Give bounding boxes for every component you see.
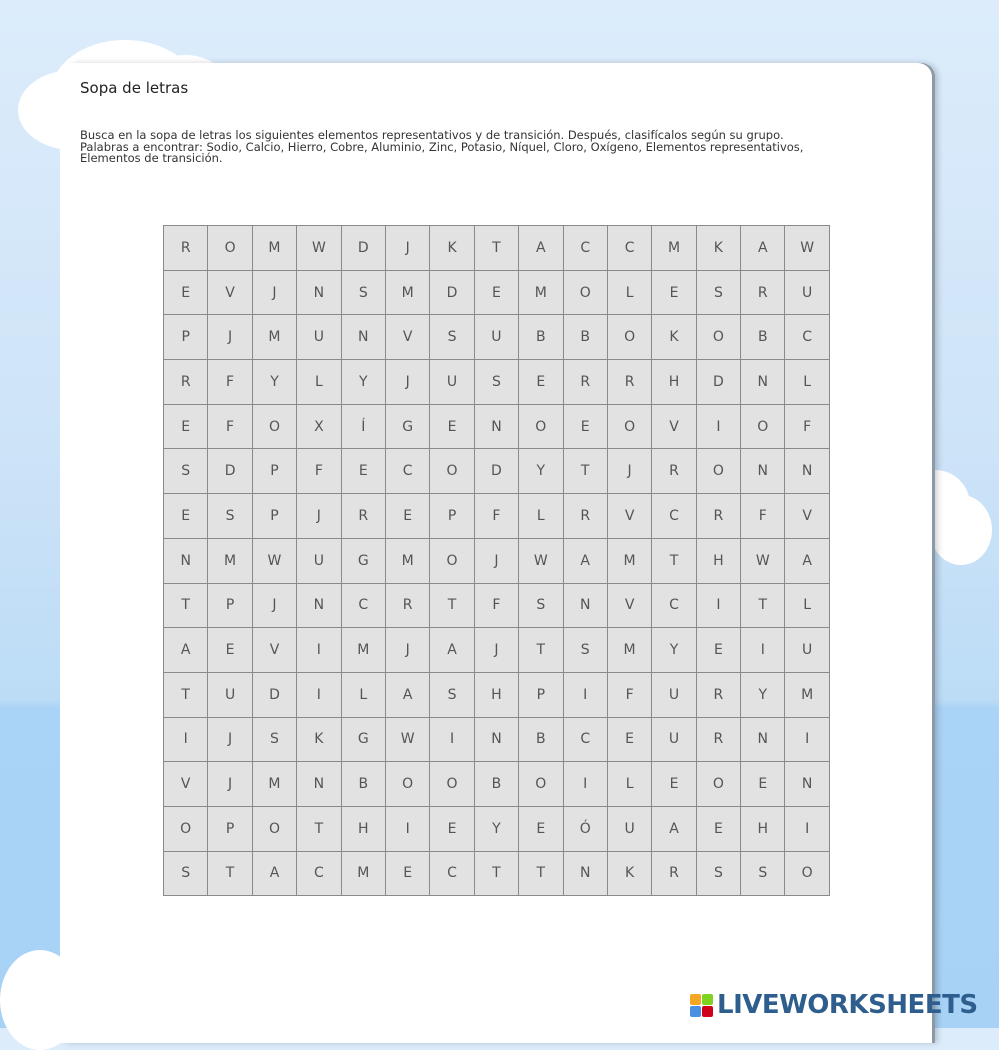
grid-cell[interactable]: A <box>741 226 785 271</box>
grid-cell[interactable]: E <box>386 494 430 539</box>
word-search-grid[interactable] <box>163 225 830 896</box>
grid-cell[interactable]: L <box>519 494 563 539</box>
grid-cell[interactable]: S <box>430 673 474 718</box>
grid-cell[interactable]: T <box>208 852 252 897</box>
grid-cell[interactable]: N <box>741 360 785 405</box>
grid-cell[interactable]: T <box>652 539 696 584</box>
grid-cell[interactable]: D <box>342 226 386 271</box>
logo-square <box>702 1006 713 1017</box>
grid-cell[interactable]: U <box>297 315 341 360</box>
grid-cell[interactable]: K <box>697 226 741 271</box>
grid-cell[interactable]: U <box>608 807 652 852</box>
grid-cell[interactable]: L <box>785 360 829 405</box>
grid-cell[interactable]: W <box>253 539 297 584</box>
grid-cell[interactable]: J <box>253 584 297 629</box>
grid-cell[interactable]: E <box>475 271 519 316</box>
grid-cell[interactable]: X <box>297 405 341 450</box>
grid-cell[interactable]: C <box>652 494 696 539</box>
grid-cell[interactable]: E <box>430 405 474 450</box>
grid-cell[interactable]: G <box>342 539 386 584</box>
grid-cell[interactable]: I <box>564 673 608 718</box>
grid-cell[interactable]: O <box>519 762 563 807</box>
grid-cell[interactable]: N <box>785 762 829 807</box>
grid-cell[interactable]: R <box>652 449 696 494</box>
grid-cell[interactable]: V <box>608 494 652 539</box>
grid-cell[interactable]: R <box>386 584 430 629</box>
grid-cell[interactable]: C <box>386 449 430 494</box>
grid-cell[interactable]: J <box>475 628 519 673</box>
worksheet-card <box>60 63 932 1043</box>
grid-cell[interactable]: W <box>519 539 563 584</box>
grid-cell[interactable]: D <box>475 449 519 494</box>
grid-cell[interactable]: A <box>652 807 696 852</box>
grid-cell[interactable]: J <box>208 315 252 360</box>
grid-cell[interactable]: V <box>386 315 430 360</box>
grid-cell[interactable]: G <box>342 718 386 763</box>
grid-cell[interactable]: D <box>208 449 252 494</box>
grid-cell[interactable]: O <box>430 449 474 494</box>
grid-cell[interactable]: V <box>164 762 208 807</box>
grid-cell[interactable]: K <box>652 315 696 360</box>
grid-cell[interactable]: R <box>564 360 608 405</box>
grid-cell[interactable]: R <box>342 494 386 539</box>
grid-cell[interactable]: U <box>652 718 696 763</box>
grid-cell[interactable]: P <box>208 584 252 629</box>
grid-cell[interactable]: H <box>342 807 386 852</box>
grid-cell[interactable]: S <box>519 584 563 629</box>
grid-cell[interactable]: O <box>430 539 474 584</box>
grid-cell[interactable]: S <box>208 494 252 539</box>
grid-cell[interactable]: E <box>164 494 208 539</box>
grid-cell[interactable]: D <box>430 271 474 316</box>
grid-cell[interactable]: Í <box>342 405 386 450</box>
logo-square <box>702 994 713 1005</box>
grid-cell[interactable]: R <box>697 673 741 718</box>
grid-cell[interactable]: T <box>519 628 563 673</box>
grid-cell[interactable]: J <box>475 539 519 584</box>
grid-cell[interactable]: Y <box>519 449 563 494</box>
grid-cell[interactable]: B <box>519 718 563 763</box>
grid-cell[interactable]: E <box>608 718 652 763</box>
grid-cell[interactable]: K <box>297 718 341 763</box>
grid-cell[interactable]: E <box>164 271 208 316</box>
grid-cell[interactable]: T <box>475 226 519 271</box>
grid-cell[interactable]: R <box>564 494 608 539</box>
grid-cell[interactable]: O <box>253 807 297 852</box>
grid-cell[interactable]: O <box>519 405 563 450</box>
grid-cell[interactable]: T <box>430 584 474 629</box>
grid-cell[interactable]: S <box>475 360 519 405</box>
grid-cell[interactable]: V <box>208 271 252 316</box>
grid-cell[interactable]: I <box>785 718 829 763</box>
worksheet-instructions <box>80 130 880 165</box>
grid-cell[interactable]: C <box>564 226 608 271</box>
grid-cell[interactable]: I <box>697 405 741 450</box>
grid-cell[interactable]: E <box>430 807 474 852</box>
grid-cell[interactable]: P <box>208 807 252 852</box>
grid-cell[interactable]: M <box>208 539 252 584</box>
grid-cell[interactable]: G <box>386 405 430 450</box>
grid-cell[interactable]: K <box>608 852 652 897</box>
grid-cell[interactable]: S <box>164 449 208 494</box>
grid-cell[interactable]: E <box>697 628 741 673</box>
grid-cell[interactable]: Y <box>342 360 386 405</box>
grid-cell[interactable]: N <box>164 539 208 584</box>
grid-cell[interactable]: E <box>697 807 741 852</box>
grid-cell[interactable]: A <box>564 539 608 584</box>
grid-cell[interactable]: D <box>253 673 297 718</box>
grid-cell[interactable]: S <box>430 315 474 360</box>
grid-cell[interactable]: U <box>652 673 696 718</box>
grid-cell[interactable]: O <box>564 271 608 316</box>
grid-cell[interactable]: J <box>208 718 252 763</box>
instruction-line: Palabras a encontrar: Sodio, Calcio, Hierro, Cobre, Aluminio, Zinc, Potasio, Níquel, Cloro, Oxígeno, Elementos representativos, <box>80 139 804 154</box>
grid-cell[interactable]: S <box>697 852 741 897</box>
grid-cell[interactable]: T <box>475 852 519 897</box>
grid-cell[interactable]: A <box>430 628 474 673</box>
grid-cell[interactable]: R <box>741 271 785 316</box>
grid-cell[interactable]: I <box>430 718 474 763</box>
grid-cell[interactable]: C <box>564 718 608 763</box>
grid-cell[interactable]: H <box>697 539 741 584</box>
grid-cell[interactable]: N <box>475 718 519 763</box>
liveworksheets-logo-icon <box>690 994 713 1017</box>
grid-cell[interactable]: E <box>652 271 696 316</box>
grid-cell[interactable]: O <box>430 762 474 807</box>
grid-cell[interactable]: T <box>164 673 208 718</box>
grid-cell[interactable]: A <box>519 226 563 271</box>
grid-cell[interactable]: N <box>475 405 519 450</box>
grid-cell[interactable]: O <box>253 405 297 450</box>
liveworksheets-brand[interactable] <box>690 990 978 1020</box>
grid-cell[interactable]: N <box>297 584 341 629</box>
grid-cell[interactable]: U <box>297 539 341 584</box>
grid-cell[interactable]: A <box>164 628 208 673</box>
grid-cell[interactable]: E <box>519 360 563 405</box>
grid-cell[interactable]: Y <box>652 628 696 673</box>
grid-cell[interactable]: I <box>741 628 785 673</box>
grid-cell[interactable]: M <box>253 226 297 271</box>
grid-cell[interactable]: B <box>519 315 563 360</box>
grid-cell[interactable]: I <box>564 762 608 807</box>
grid-cell[interactable]: E <box>342 449 386 494</box>
grid-cell[interactable]: Y <box>741 673 785 718</box>
grid-cell[interactable]: W <box>785 226 829 271</box>
grid-cell[interactable]: C <box>297 852 341 897</box>
grid-cell[interactable]: F <box>475 584 519 629</box>
grid-cell[interactable]: L <box>608 762 652 807</box>
grid-cell[interactable]: R <box>164 360 208 405</box>
grid-cell[interactable]: J <box>208 762 252 807</box>
grid-cell[interactable]: U <box>475 315 519 360</box>
grid-cell[interactable]: F <box>475 494 519 539</box>
grid-cell[interactable]: N <box>741 718 785 763</box>
grid-cell[interactable]: T <box>297 807 341 852</box>
grid-cell[interactable]: H <box>741 807 785 852</box>
grid-cell[interactable]: P <box>253 494 297 539</box>
grid-cell[interactable]: O <box>697 762 741 807</box>
grid-cell[interactable]: Y <box>253 360 297 405</box>
grid-cell[interactable]: P <box>430 494 474 539</box>
grid-cell[interactable]: F <box>741 494 785 539</box>
grid-cell[interactable]: V <box>785 494 829 539</box>
grid-cell[interactable]: M <box>608 628 652 673</box>
grid-cell[interactable]: S <box>253 718 297 763</box>
grid-cell[interactable]: H <box>652 360 696 405</box>
grid-cell[interactable]: R <box>697 494 741 539</box>
grid-cell[interactable]: C <box>342 584 386 629</box>
grid-cell[interactable]: N <box>297 762 341 807</box>
grid-cell[interactable]: Y <box>475 807 519 852</box>
grid-cell[interactable]: K <box>430 226 474 271</box>
grid-cell[interactable]: I <box>697 584 741 629</box>
grid-cell[interactable]: T <box>519 852 563 897</box>
grid-cell[interactable]: F <box>785 405 829 450</box>
grid-cell[interactable]: V <box>652 405 696 450</box>
instruction-line: Elementos de transición. <box>80 151 223 165</box>
grid-cell[interactable]: L <box>608 271 652 316</box>
grid-cell[interactable]: A <box>386 673 430 718</box>
grid-cell[interactable]: R <box>652 852 696 897</box>
grid-cell[interactable]: N <box>785 449 829 494</box>
grid-cell[interactable]: J <box>297 494 341 539</box>
grid-cell[interactable]: N <box>741 449 785 494</box>
grid-cell[interactable]: R <box>697 718 741 763</box>
grid-cell[interactable]: C <box>608 226 652 271</box>
grid-cell[interactable]: U <box>785 628 829 673</box>
grid-cell[interactable]: M <box>386 271 430 316</box>
grid-cell[interactable]: T <box>741 584 785 629</box>
grid-cell[interactable]: M <box>342 628 386 673</box>
grid-cell[interactable]: O <box>697 449 741 494</box>
grid-cell[interactable]: H <box>475 673 519 718</box>
grid-cell[interactable]: P <box>164 315 208 360</box>
grid-cell[interactable]: V <box>608 584 652 629</box>
grid-cell[interactable]: F <box>208 405 252 450</box>
grid-cell[interactable]: S <box>741 852 785 897</box>
grid-cell[interactable]: M <box>342 852 386 897</box>
grid-cell[interactable]: A <box>253 852 297 897</box>
grid-cell[interactable]: O <box>608 405 652 450</box>
grid-cell[interactable]: N <box>564 584 608 629</box>
grid-cell[interactable]: Ó <box>564 807 608 852</box>
grid-cell[interactable]: S <box>564 628 608 673</box>
grid-cell[interactable]: M <box>386 539 430 584</box>
grid-cell[interactable]: E <box>386 852 430 897</box>
grid-cell[interactable]: M <box>253 315 297 360</box>
brand-name: LIVEWORKSHEETS <box>717 990 978 1020</box>
grid-cell[interactable]: J <box>386 226 430 271</box>
grid-cell[interactable]: O <box>164 807 208 852</box>
grid-cell[interactable]: I <box>785 807 829 852</box>
grid-cell[interactable]: I <box>386 807 430 852</box>
grid-cell[interactable]: O <box>785 852 829 897</box>
grid-cell[interactable]: V <box>253 628 297 673</box>
grid-cell[interactable]: F <box>297 449 341 494</box>
grid-cell[interactable]: O <box>208 226 252 271</box>
logo-square <box>690 994 701 1005</box>
grid-cell[interactable]: J <box>386 360 430 405</box>
grid-cell[interactable]: U <box>785 271 829 316</box>
grid-cell[interactable]: O <box>608 315 652 360</box>
grid-cell[interactable]: O <box>386 762 430 807</box>
grid-cell[interactable]: I <box>297 628 341 673</box>
grid-cell[interactable]: R <box>608 360 652 405</box>
grid-cell[interactable]: N <box>297 271 341 316</box>
grid-cell[interactable]: S <box>697 271 741 316</box>
grid-cell[interactable]: B <box>564 315 608 360</box>
cloud-decoration <box>930 495 992 565</box>
grid-cell[interactable]: E <box>208 628 252 673</box>
grid-cell[interactable]: F <box>608 673 652 718</box>
grid-cell[interactable]: J <box>386 628 430 673</box>
grid-cell[interactable]: M <box>652 226 696 271</box>
grid-cell[interactable]: C <box>785 315 829 360</box>
grid-cell[interactable]: M <box>253 762 297 807</box>
grid-cell[interactable]: E <box>519 807 563 852</box>
grid-cell[interactable]: S <box>164 852 208 897</box>
grid-cell[interactable]: B <box>475 762 519 807</box>
grid-cell[interactable]: J <box>608 449 652 494</box>
instruction-line: Busca en la sopa de letras los siguientes elementos representativos y de transición. Después, clasifícalos según su grupo. <box>80 128 784 142</box>
grid-cell[interactable]: W <box>297 226 341 271</box>
grid-cell[interactable]: M <box>519 271 563 316</box>
grid-cell[interactable]: B <box>342 762 386 807</box>
grid-cell[interactable]: S <box>342 271 386 316</box>
grid-cell[interactable]: R <box>164 226 208 271</box>
grid-cell[interactable]: C <box>652 584 696 629</box>
grid-cell[interactable]: I <box>164 718 208 763</box>
grid-cell[interactable]: U <box>430 360 474 405</box>
grid-cell[interactable]: M <box>785 673 829 718</box>
grid-cell[interactable]: D <box>697 360 741 405</box>
grid-cell[interactable]: L <box>785 584 829 629</box>
grid-cell[interactable]: E <box>164 405 208 450</box>
grid-cell[interactable]: L <box>342 673 386 718</box>
grid-cell[interactable]: I <box>297 673 341 718</box>
grid-cell[interactable]: N <box>342 315 386 360</box>
grid-cell[interactable]: E <box>652 762 696 807</box>
grid-cell[interactable]: P <box>253 449 297 494</box>
grid-cell[interactable]: M <box>608 539 652 584</box>
grid-cell[interactable]: E <box>564 405 608 450</box>
grid-cell[interactable]: U <box>208 673 252 718</box>
grid-cell[interactable]: L <box>297 360 341 405</box>
grid-cell[interactable]: O <box>697 315 741 360</box>
worksheet-title: Sopa de letras <box>80 79 189 97</box>
grid-cell[interactable]: J <box>253 271 297 316</box>
grid-cell[interactable]: T <box>164 584 208 629</box>
logo-square <box>690 1006 701 1017</box>
grid-cell[interactable]: W <box>386 718 430 763</box>
grid-cell[interactable]: F <box>208 360 252 405</box>
grid-cell[interactable]: T <box>564 449 608 494</box>
grid-cell[interactable]: N <box>564 852 608 897</box>
grid-cell[interactable]: W <box>741 539 785 584</box>
grid-cell[interactable]: B <box>741 315 785 360</box>
grid-cell[interactable]: P <box>519 673 563 718</box>
grid-cell[interactable]: C <box>430 852 474 897</box>
grid-cell[interactable]: A <box>785 539 829 584</box>
grid-cell[interactable]: E <box>741 762 785 807</box>
grid-cell[interactable]: O <box>741 405 785 450</box>
